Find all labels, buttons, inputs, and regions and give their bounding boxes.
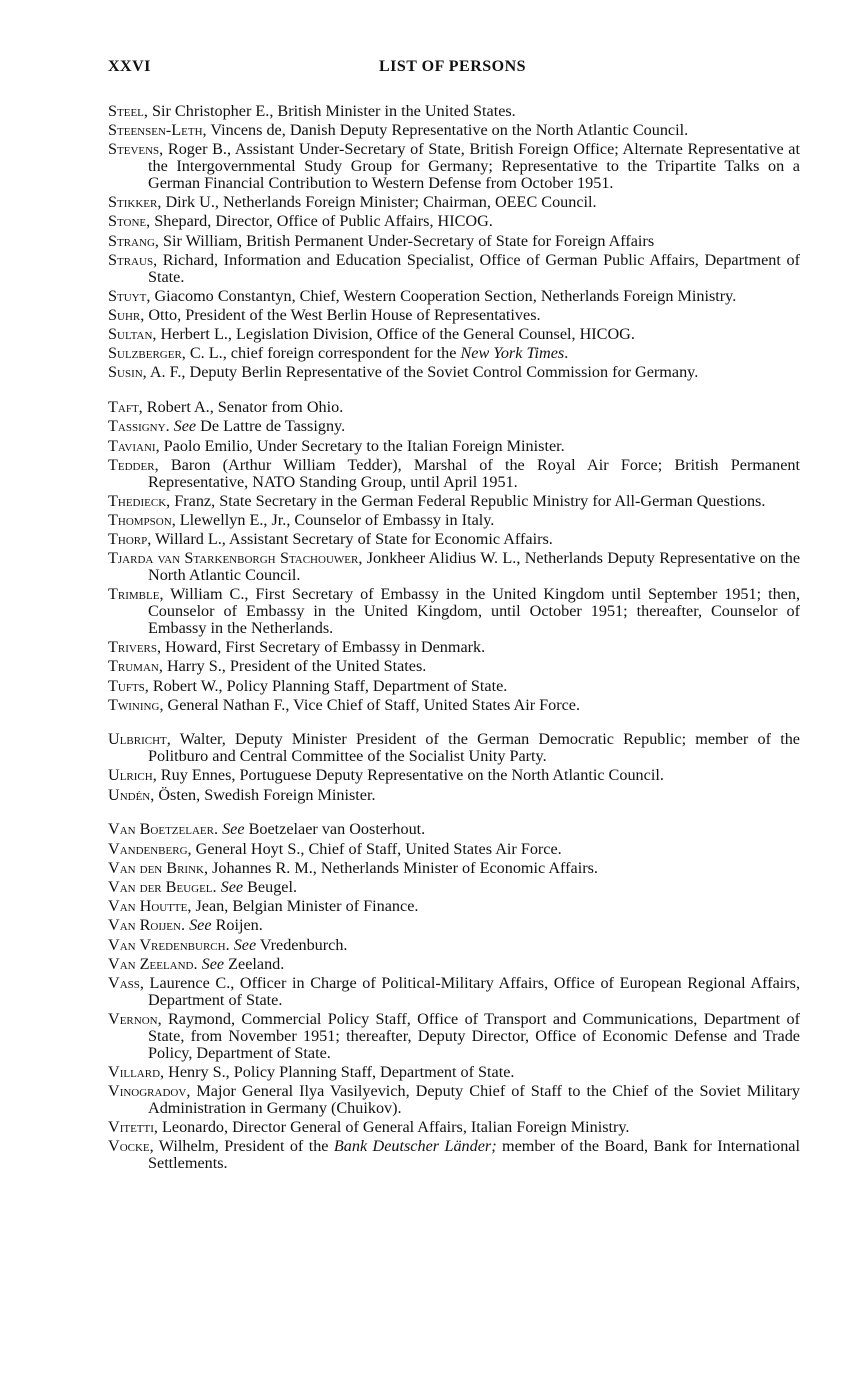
- person-description: , Wilhelm, President of the: [149, 1137, 334, 1156]
- person-description: , Shepard, Director, Office of Public Affairs, HICOG.: [146, 212, 493, 231]
- person-entry: [108, 512, 800, 529]
- person-description: , A. F., Deputy Berlin Representative of the Soviet Control Commission for Germany.: [142, 363, 699, 382]
- person-name: Van Houtte: [108, 897, 188, 916]
- person-description: , Otto, President of the West Berlin House of Representatives.: [140, 305, 541, 324]
- person-description: , Baron (Arthur William Tedder), Marshal of the Royal Air Force; British Permanent Representative, NATO Standing Group, until April 1951.: [148, 455, 800, 491]
- person-description: .: [180, 916, 190, 935]
- trailing-text: Zeeland.: [224, 954, 285, 973]
- person-name: Stikker: [108, 193, 158, 212]
- person-name: Susin: [108, 363, 143, 382]
- person-name: Vass: [108, 973, 140, 992]
- letter-section: [108, 103, 800, 381]
- person-name: Trivers: [108, 638, 158, 657]
- person-description: , Vincens de, Danish Deputy Representative on the North Atlantic Council.: [202, 121, 689, 140]
- person-name: Vocke: [108, 1137, 150, 1156]
- person-description: , Giacomo Constantyn, Chief, Western Cooperation Section, Netherlands Foreign Ministry.: [146, 286, 737, 305]
- person-entry: [108, 860, 800, 877]
- person-entry: [108, 731, 800, 765]
- person-description: , Howard, First Secretary of Embassy in Denmark.: [157, 638, 486, 657]
- person-description: , Östen, Swedish Foreign Minister.: [150, 785, 376, 804]
- trailing-text: De Lattre de Tassigny.: [196, 417, 346, 436]
- person-name: Trimble: [108, 585, 160, 604]
- person-name: Suhr: [108, 305, 141, 324]
- person-entry: [108, 917, 800, 934]
- person-name: Steensen-Leth: [108, 121, 203, 140]
- trailing-text: Boetzelaer van Oosterhout.: [244, 820, 426, 839]
- person-description: , C. L., chief foreign correspondent for the: [181, 344, 461, 363]
- person-entry: [108, 288, 800, 305]
- person-entry: [108, 364, 800, 381]
- person-description: , Major General Ilya Vasilyevich, Deputy Chief of Staff to the Chief of the Soviet Military Administration in Germany (Chuikov).: [148, 1081, 800, 1117]
- person-entry: [108, 1011, 800, 1061]
- italic-text: See: [173, 417, 197, 436]
- person-entry: [108, 103, 800, 120]
- person-entry: [108, 1083, 800, 1117]
- person-description: , Roger B., Assistant Under-Secretary of State, British Foreign Office; Alternate Representative at the Intergovernmental Study Group for Germany; Representative to the Tripartite Talks on a German Financial Contribution to Western Defense from October 1951.: [148, 140, 800, 192]
- person-description: .: [225, 935, 234, 954]
- running-head: LIST OF PERSONS: [378, 58, 527, 75]
- person-name: Van der Beugel: [108, 878, 213, 897]
- person-entry: [108, 550, 800, 584]
- trailing-text: member of the Board, Bank for International Settlements.: [148, 1137, 800, 1172]
- person-entry: [108, 457, 800, 491]
- person-description: , Sir William, British Permanent Under-Secretary of State for Foreign Affairs: [154, 231, 655, 250]
- person-name: Van Roijen: [108, 916, 181, 935]
- person-entry: [108, 252, 800, 286]
- trailing-text: Vredenburch.: [256, 935, 348, 954]
- person-description: , General Hoyt S., Chief of Staff, United States Air Force.: [187, 839, 562, 858]
- italic-text: See: [189, 916, 212, 935]
- person-entry: [108, 399, 800, 416]
- person-name: Sulzberger: [108, 344, 182, 363]
- person-name: Tufts: [108, 676, 145, 695]
- person-description: , Leonardo, Director General of General Affairs, Italian Foreign Ministry.: [153, 1117, 630, 1136]
- person-description: , General Nathan F., Vice Chief of Staff, United States Air Force.: [159, 695, 581, 714]
- person-name: Thedieck: [108, 491, 167, 510]
- person-name: Steel: [108, 102, 144, 120]
- person-description: , Johannes R. M., Netherlands Minister of Economic Affairs.: [203, 858, 598, 877]
- person-entry: [108, 122, 800, 139]
- trailing-text: .: [564, 344, 569, 363]
- person-entry: [108, 1138, 800, 1172]
- person-name: Thorp: [108, 530, 148, 549]
- person-entry: [108, 326, 800, 343]
- person-description: , Harry S., President of the United States.: [158, 657, 427, 676]
- person-entry: [108, 531, 800, 548]
- person-entry: [108, 937, 800, 954]
- person-name: Thompson: [108, 510, 172, 529]
- person-name: Villard: [108, 1062, 161, 1081]
- person-name: Stevens: [108, 140, 160, 159]
- person-name: Taft: [108, 398, 139, 417]
- person-description: , William C., First Secretary of Embassy in the United Kingdom until September 1951; then, Counselor of Embassy in the United Kingdom, until October 1951; thereafter, Counselor of Embassy in the Netherlands.: [148, 585, 800, 637]
- person-entry: [108, 141, 800, 191]
- person-description: .: [193, 954, 202, 973]
- person-name: Stuyt: [108, 286, 147, 305]
- person-entry: [108, 787, 800, 804]
- person-name: Taviani: [108, 436, 156, 455]
- person-description: , Llewellyn E., Jr., Counselor of Embassy in Italy.: [171, 510, 495, 529]
- person-entry: [108, 586, 800, 636]
- person-description: , Laurence C., Officer in Charge of Political-Military Affairs, Office of European Regional Affairs, Department of State.: [139, 973, 800, 1009]
- person-name: Sultan: [108, 325, 153, 344]
- person-description: , Raymond, Commercial Policy Staff, Office of Transport and Communications, Department of State, from November 1951; thereafter, Deputy Director, Office of Economic Defense and Trade Policy, Department of State.: [148, 1009, 800, 1062]
- person-entry: [108, 438, 800, 455]
- person-name: Vitetti: [108, 1117, 154, 1136]
- person-name: Strang: [108, 231, 155, 250]
- person-name: Vandenberg: [108, 839, 188, 858]
- letter-section: [108, 821, 800, 1171]
- person-entry: [108, 418, 800, 435]
- person-entry: [108, 658, 800, 675]
- person-entry: [108, 307, 800, 324]
- person-description: .: [213, 820, 223, 839]
- person-description: .: [212, 878, 221, 897]
- person-name: Twining: [108, 695, 160, 714]
- persons-list: [108, 103, 800, 1190]
- person-description: , Walter, Deputy Minister President of the German Democratic Republic; member of the Politburo and Central Committee of the Socialist Unity Party.: [148, 730, 800, 766]
- person-entry: [108, 767, 800, 784]
- person-name: Van Boetzelaer: [108, 820, 214, 839]
- page-header: [108, 58, 797, 82]
- person-entry: [108, 639, 800, 656]
- person-description: .: [165, 417, 174, 436]
- person-name: Ulbricht: [108, 730, 167, 749]
- trailing-text: Roijen.: [211, 916, 263, 935]
- person-name: Tassigny: [108, 417, 166, 436]
- person-entry: [108, 879, 800, 896]
- italic-text: See: [201, 954, 225, 973]
- person-name: Van Zeeland: [108, 954, 194, 973]
- person-name: Vinogradov: [108, 1081, 187, 1100]
- person-description: , Jonkheer Alidius W. L., Netherlands Deputy Representative on the North Atlantic Council.: [148, 549, 800, 585]
- person-description: , Sir Christopher E., British Minister in the United States.: [143, 102, 516, 120]
- person-name: Stone: [108, 212, 147, 231]
- person-name: Truman: [108, 657, 159, 676]
- person-description: , Robert A., Senator from Ohio.: [138, 398, 344, 417]
- person-description: , Willard L., Assistant Secretary of State for Economic Affairs.: [147, 530, 553, 549]
- person-name: Van Vredenburch: [108, 935, 226, 954]
- person-entry: [108, 841, 800, 858]
- trailing-text: Beugel.: [243, 878, 298, 897]
- person-description: , Jean, Belgian Minister of Finance.: [187, 897, 419, 916]
- person-entry: [108, 345, 800, 362]
- person-name: Straus: [108, 250, 154, 269]
- person-description: , Richard, Information and Education Specialist, Office of German Public Affairs, Department of State.: [148, 250, 800, 286]
- letter-section: [108, 399, 800, 713]
- person-entry: [108, 194, 800, 211]
- person-entry: [108, 697, 800, 714]
- person-entry: [108, 1119, 800, 1136]
- person-description: , Robert W., Policy Planning Staff, Department of State.: [144, 676, 508, 695]
- person-entry: [108, 213, 800, 230]
- person-description: , Paolo Emilio, Under Secretary to the Italian Foreign Minister.: [155, 436, 565, 455]
- page-number: XXVI: [108, 58, 151, 75]
- person-name: Tedder: [108, 455, 155, 474]
- person-entry: [108, 1064, 800, 1081]
- person-entry: [108, 975, 800, 1009]
- person-name: Undén: [108, 785, 151, 804]
- person-entry: [108, 956, 800, 973]
- person-description: , Franz, State Secretary in the German Federal Republic Ministry for All-German Questions.: [166, 491, 766, 510]
- person-description: , Dirk U., Netherlands Foreign Minister; Chairman, OEEC Council.: [157, 193, 597, 212]
- person-entry: [108, 493, 800, 510]
- person-entry: [108, 898, 800, 915]
- person-entry: [108, 233, 800, 250]
- person-description: , Henry S., Policy Planning Staff, Department of State.: [160, 1062, 515, 1081]
- person-description: , Herbert L., Legislation Division, Office of the General Counsel, HICOG.: [152, 325, 635, 344]
- person-description: , Ruy Ennes, Portuguese Deputy Representative on the North Atlantic Council.: [152, 766, 664, 785]
- person-entry: [108, 821, 800, 838]
- letter-section: [108, 731, 800, 803]
- person-name: Tjarda van Starkenborgh Stachouwer: [108, 549, 359, 568]
- person-name: Ulrich: [108, 766, 153, 785]
- person-name: Van den Brink: [108, 858, 204, 877]
- italic-text: See: [220, 878, 244, 897]
- person-name: Vernon: [108, 1009, 158, 1028]
- person-entry: [108, 678, 800, 695]
- italic-text: See: [233, 935, 257, 954]
- italic-text: Bank Deutscher Länder;: [333, 1137, 497, 1156]
- italic-text: See: [222, 820, 245, 839]
- italic-text: New York Times: [460, 344, 565, 363]
